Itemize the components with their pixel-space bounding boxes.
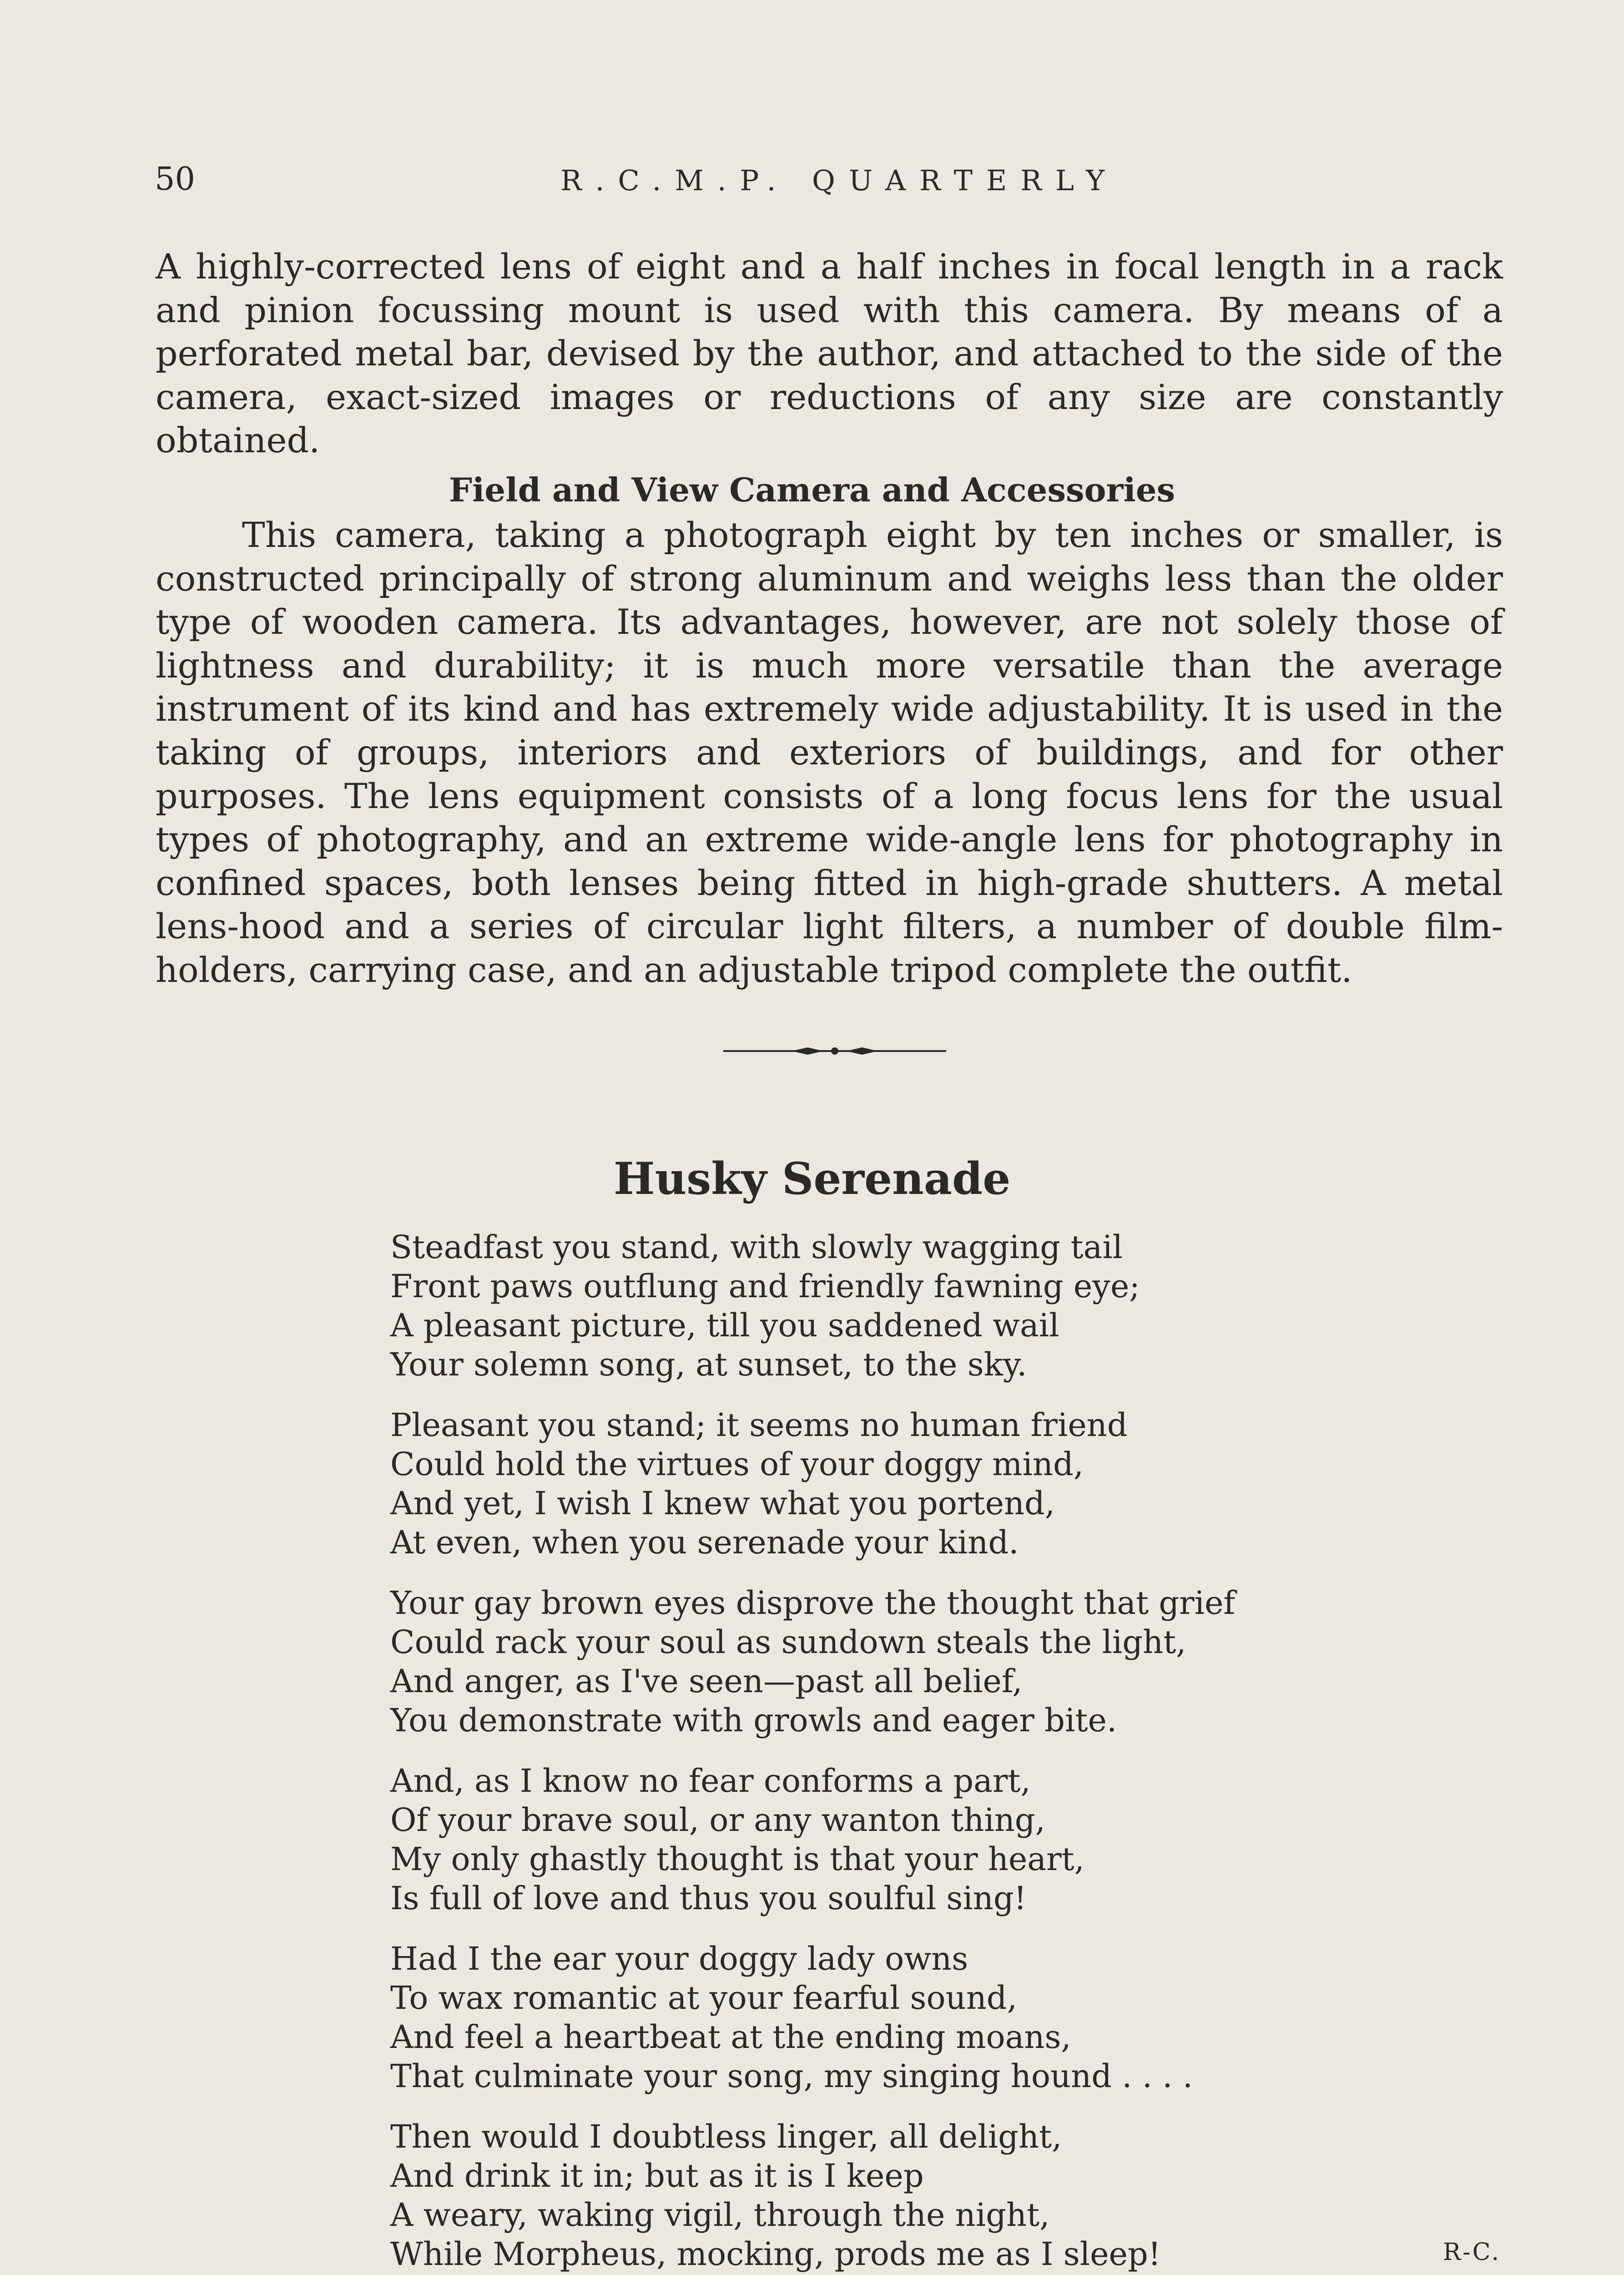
- poem-line: And, as I know no fear conforms a part,: [390, 1762, 1031, 1800]
- paragraph-lens: A highly-corrected lens of eight and a half inches in focal length in a rack and pinion focussing mount is used with this camera. By means of a perforated metal bar, devised by the author, and attached to the side of the camera, exact-sized images or reductions of any size are constantly obtained.: [156, 246, 1503, 461]
- section-divider-ornament: [723, 1042, 946, 1060]
- stanza: [390, 1939, 1235, 2096]
- poem-line: My only ghastly thought is that your heart,: [390, 1840, 1084, 1878]
- poem-line: Then would I doubtless linger, all delight,: [390, 2118, 1062, 2155]
- poem-line: A weary, waking vigil, through the night,: [390, 2196, 1050, 2234]
- poem-line: Had I the ear your doggy lady owns: [390, 1940, 968, 1977]
- poem-title: Husky Serenade: [613, 1153, 1011, 1204]
- poem-line: At even, when you serenade your kind.: [390, 1524, 1019, 1561]
- poem-line: You demonstrate with growls and eager bite.: [390, 1702, 1117, 1739]
- poem-line: And drink it in; but as it is I keep: [390, 2157, 924, 2194]
- poem-line: Could hold the virtues of your doggy mind,: [390, 1446, 1084, 1483]
- poem-line: Of your brave soul, or any wanton thing,: [390, 1801, 1045, 1839]
- poem-line: Steadfast you stand, with slowly wagging tail: [390, 1228, 1123, 1266]
- poem-body: [390, 1228, 1235, 2275]
- poem-line: Your solemn song, at sunset, to the sky.: [390, 1346, 1027, 1383]
- paragraph-field-camera: This camera, taking a photograph eight by ten inches or smaller, is constructed principally of strong aluminum and weighs less than the older type of wooden camera. Its advantages, however, are not solely those of lightness and durability; it is much more versatile than the average instrument of its kind and has extremely wide adjustability. It is used in the taking of groups, interiors and exteriors of buildings, and for other purposes. The lens equipment consists of a long focus lens for the usual types of photography, and an extreme wide-angle lens for photography in confined spaces, both lenses being fitted in high-grade shutters. A metal lens-hood and a series of circular light filters, a number of double film-holders, carrying case, and an adjustable tripod complete the outfit.: [156, 515, 1503, 990]
- page-number: 50: [155, 160, 196, 197]
- poem-line: And yet, I wish I knew what you portend,: [390, 1485, 1055, 1522]
- author-signature: R-C.: [1443, 2239, 1501, 2266]
- stanza: [390, 1583, 1235, 1740]
- poem-line: Pleasant you stand; it seems no human friend: [390, 1406, 1128, 1444]
- poem-line: Is full of love and thus you soulful sing!: [390, 1880, 1027, 1917]
- poem-line: Front paws outflung and friendly fawning eye;: [390, 1268, 1140, 1305]
- stanza: [390, 1228, 1235, 1384]
- poem-line: Your gay brown eyes disprove the thought that grief: [390, 1584, 1236, 1622]
- stanza: [390, 1405, 1235, 1562]
- poem-line: Could rack your soul as sundown steals the light,: [390, 1623, 1186, 1661]
- stanza: [390, 2117, 1235, 2274]
- section-subheading: Field and View Camera and Accessories: [449, 470, 1175, 509]
- poem-line: And feel a heartbeat at the ending moans,: [390, 2018, 1071, 2056]
- poem-line: And anger, as I've seen—past all belief,: [390, 1663, 1023, 1700]
- poem-line: While Morpheus, mocking, prods me as I sleep!: [390, 2235, 1161, 2273]
- running-head: R.C.M.P. QUARTERLY: [560, 164, 1119, 197]
- poem-line: That culminate your song, my singing hound . . . .: [390, 2058, 1193, 2095]
- poem-line: To wax romantic at your fearful sound,: [390, 1979, 1017, 2017]
- poem-line: A pleasant picture, till you saddened wail: [390, 1307, 1059, 1344]
- stanza: [390, 1761, 1235, 1918]
